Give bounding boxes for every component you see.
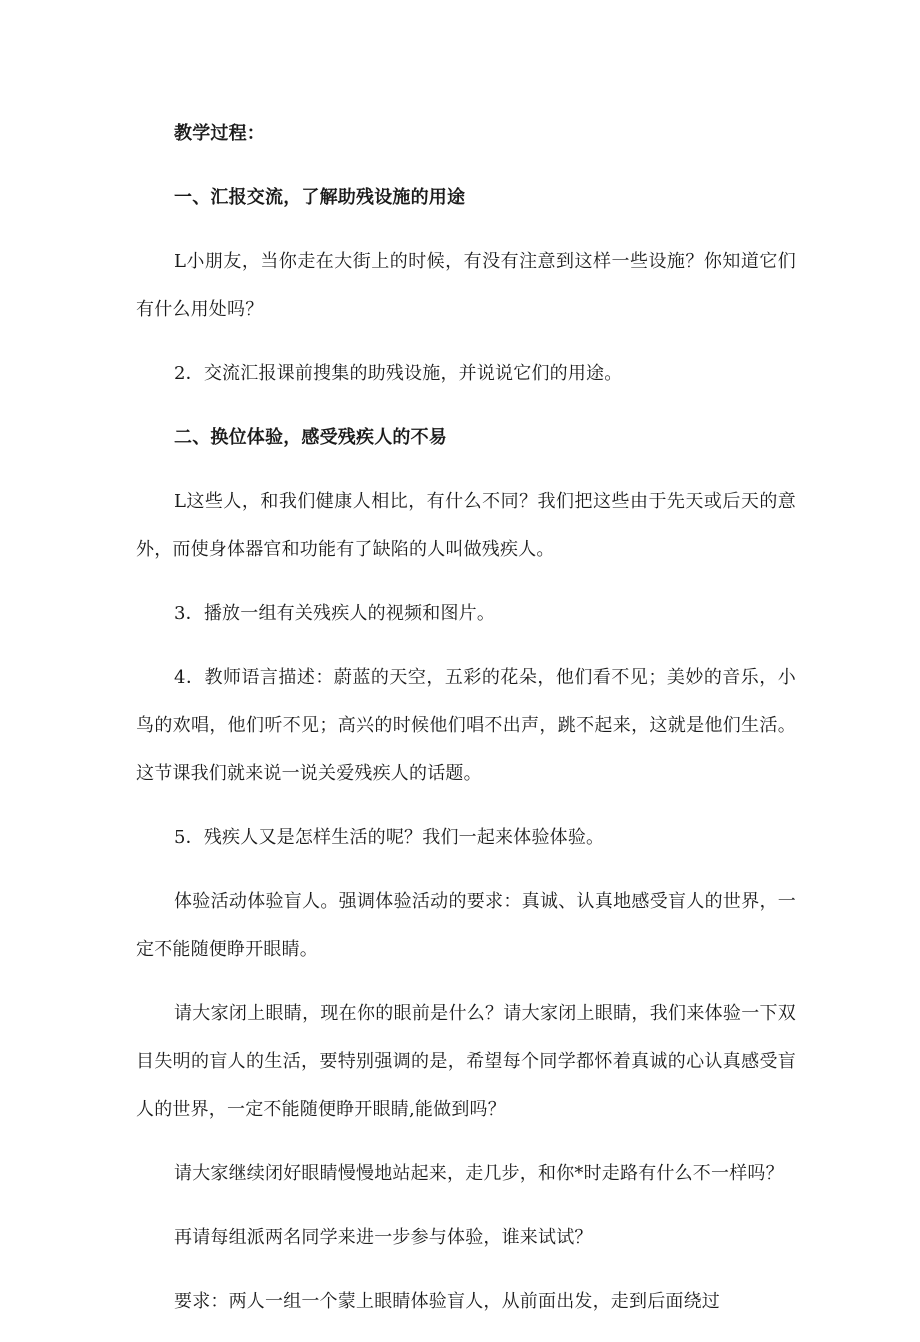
document-title: 教学过程： — [174, 123, 265, 144]
paragraph: 请大家继续闭好眼睛慢慢地站起来，走几步，和你*时走路有什么不一样吗？ — [174, 1163, 784, 1184]
paragraph: 5．残疾人又是怎样生活的呢？我们一起来体验体验。 — [174, 827, 605, 848]
section-1-heading: 一、汇报交流，了解助残设施的用途 — [174, 187, 466, 208]
paragraph: 请大家闭上眼睛，现在你的眼前是什么？请大家闭上眼睛，我们来体验一下双目失明的盲人的生活，要特别强调的是，希望每个同学都怀着真诚的心认真感受盲人的世界，一定不能随便睁开眼睛,能做到吗？ — [136, 1003, 796, 1120]
paragraph: 要求：两人一组一个蒙上眼睛体验盲人，从前面出发，走到后面绕过 — [174, 1291, 720, 1312]
document-body — [136, 110, 796, 1342]
paragraph: 体验活动体验盲人。强调体验活动的要求：真诚、认真地感受盲人的世界，一定不能随便睁开眼睛。 — [136, 891, 796, 960]
paragraph: L小朋友，当你走在大街上的时候，有没有注意到这样一些设施？你知道它们有什么用处吗？ — [136, 251, 796, 320]
paragraph: 2．交流汇报课前搜集的助残设施，并说说它们的用途。 — [174, 363, 623, 384]
paragraph: 再请每组派两名同学来进一步参与体验，谁来试试？ — [174, 1227, 593, 1248]
paragraph: 4．教师语言描述：蔚蓝的天空，五彩的花朵，他们看不见；美妙的音乐，小鸟的欢唱，他们听不见；高兴的时候他们唱不出声，跳不起来，这就是他们生活。这节课我们就来说一说关爱残疾人的话题。 — [136, 667, 796, 784]
section-2-heading: 二、换位体验，感受残疾人的不易 — [174, 427, 447, 448]
paragraph: 3．播放一组有关残疾人的视频和图片。 — [174, 603, 496, 624]
paragraph: L这些人，和我们健康人相比，有什么不同？我们把这些由于先天或后天的意外，而使身体器官和功能有了缺陷的人叫做残疾人。 — [136, 491, 796, 560]
